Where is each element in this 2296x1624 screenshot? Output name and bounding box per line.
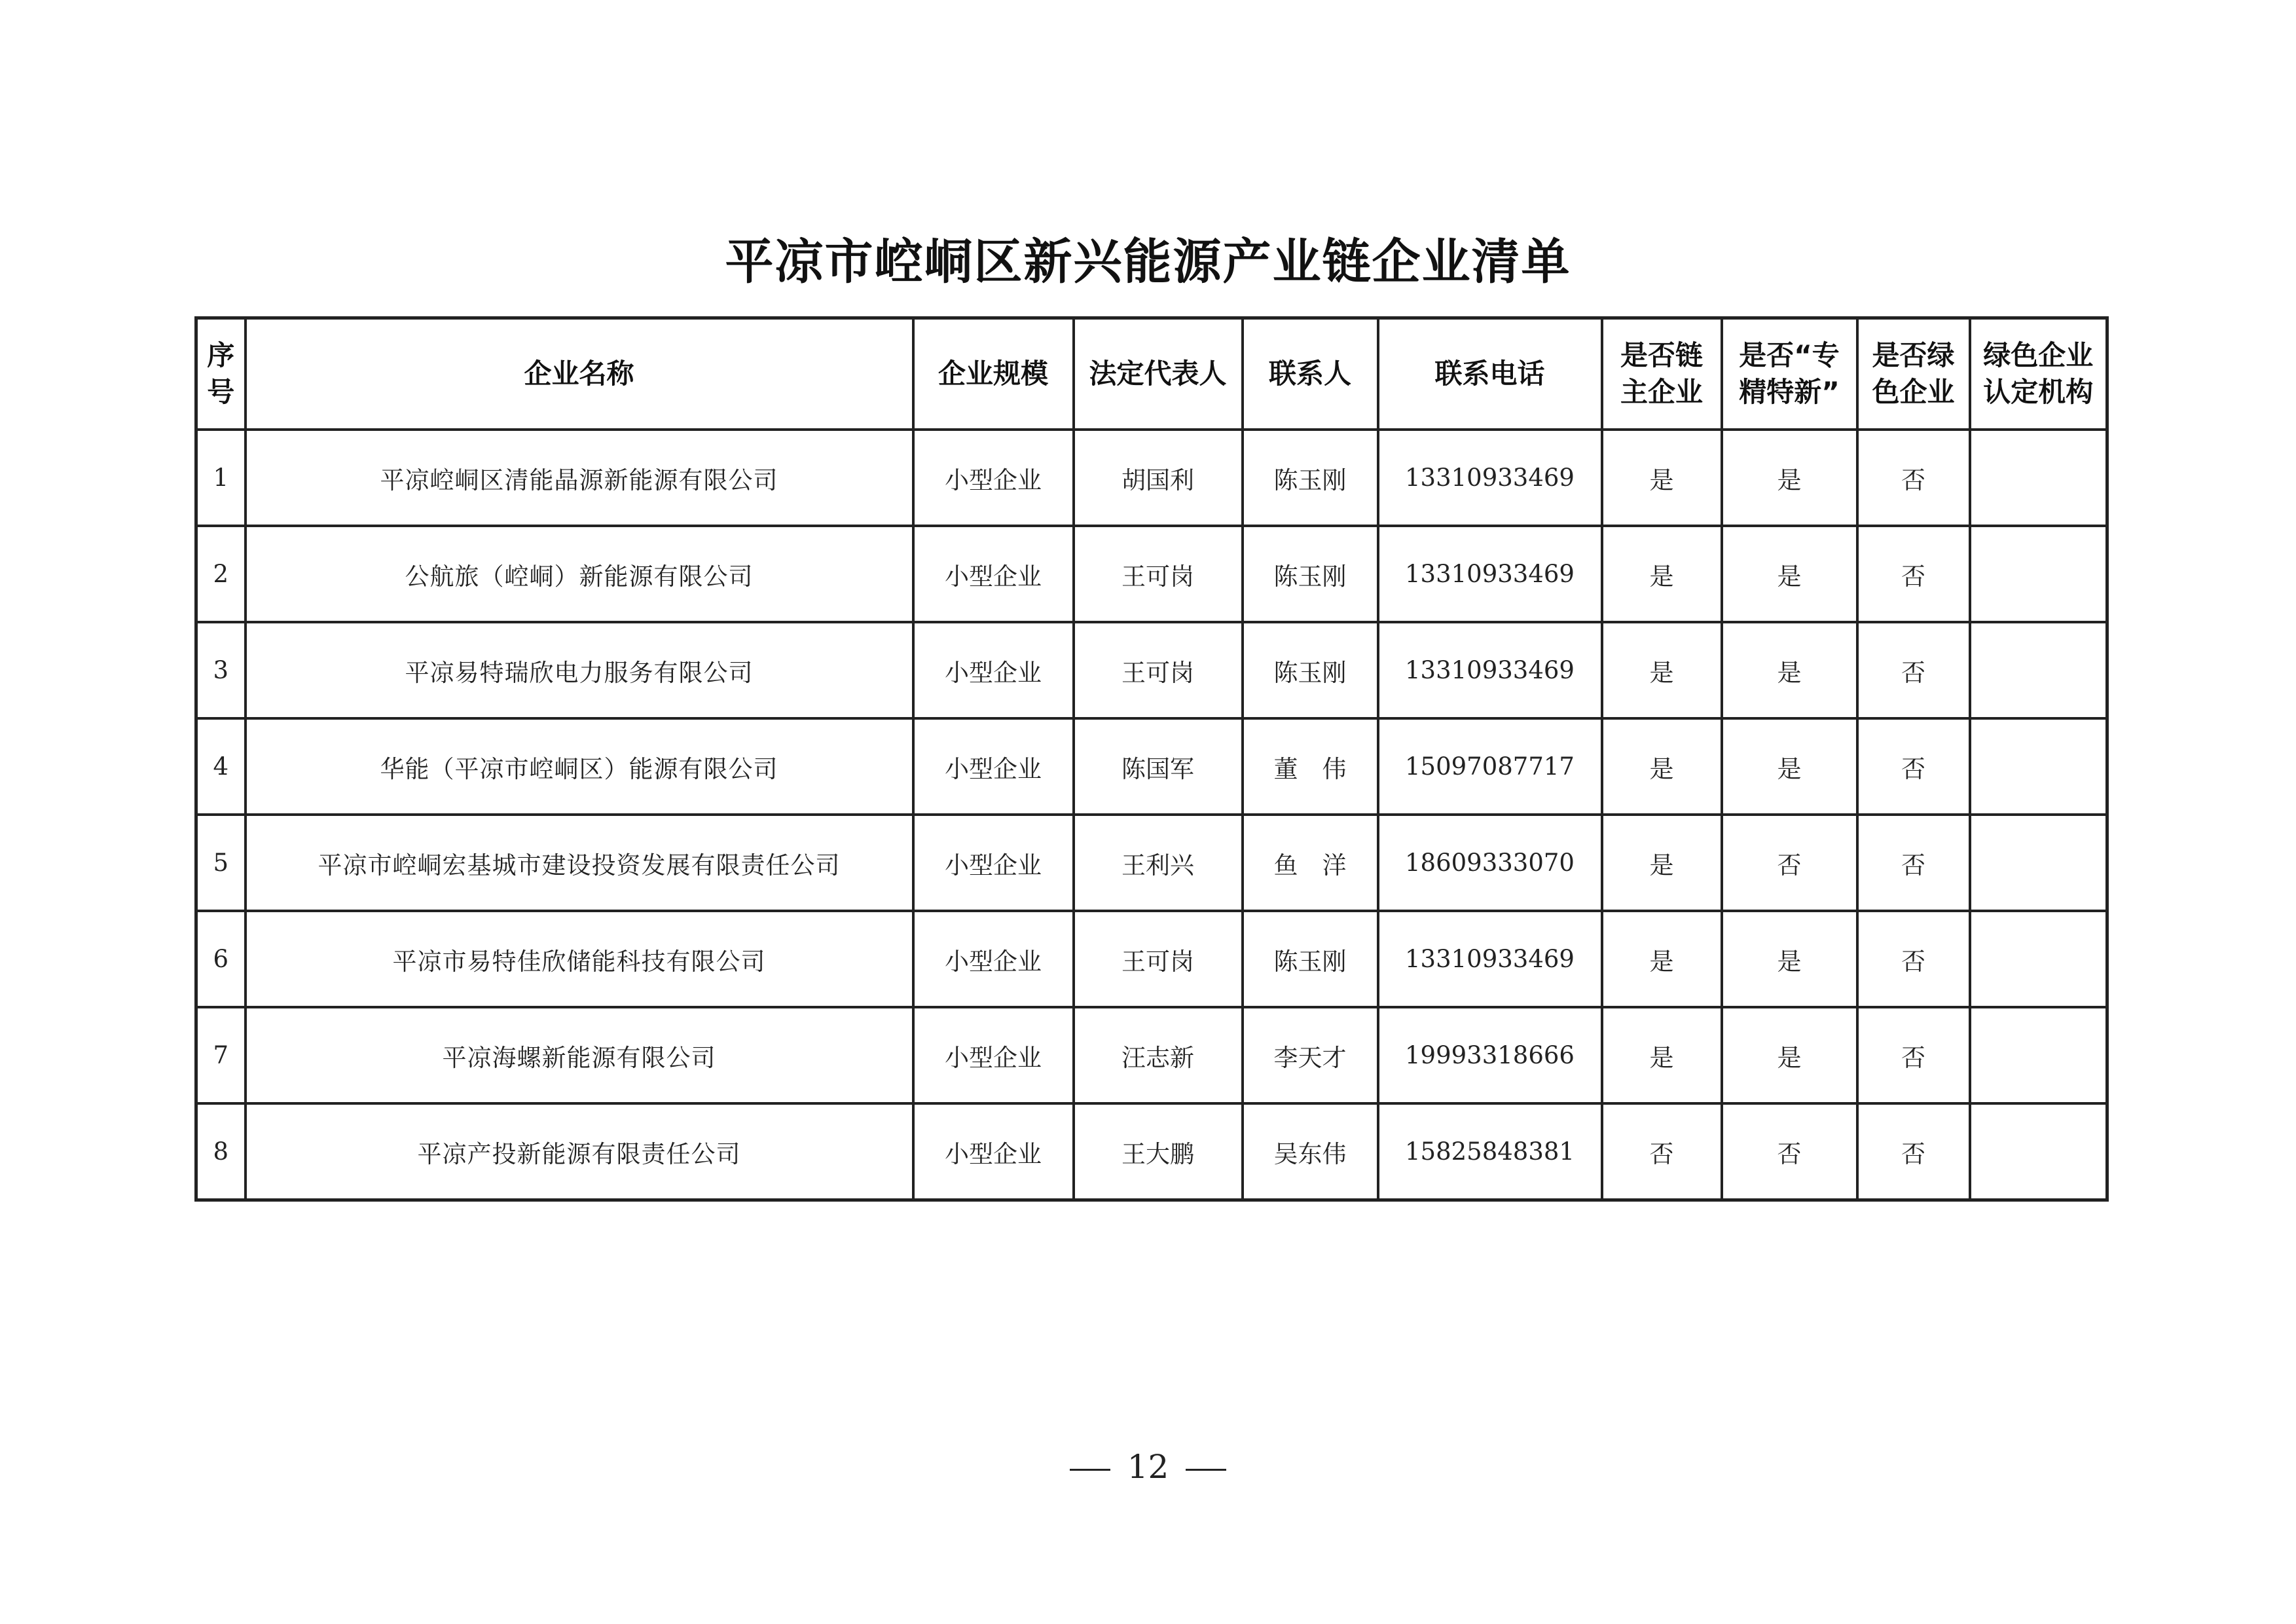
cell-legal-rep: 王可岗: [1074, 526, 1243, 622]
header-scale-label: 企业规模: [938, 358, 1048, 390]
header-green-agency-label: 绿色企业 认定机构: [1983, 339, 2094, 408]
cell-green-agency: [1970, 1007, 2107, 1103]
cell-legal-rep: 王大鹏: [1074, 1103, 1243, 1200]
cell-chain-leader: 是: [1602, 526, 1722, 622]
cell-green-agency: [1970, 526, 2107, 622]
cell-scale: 小型企业: [913, 430, 1074, 526]
cell-seq: 6: [196, 911, 246, 1007]
cell-seq: 2: [196, 526, 246, 622]
cell-green: 否: [1857, 622, 1970, 718]
cell-phone: 15825848381: [1378, 1103, 1602, 1200]
cell-green-agency: [1970, 911, 2107, 1007]
cell-specialized: 是: [1722, 430, 1857, 526]
table-row: [196, 526, 2107, 622]
cell-contact: 董 伟: [1243, 718, 1378, 815]
cell-contact: 吴东伟: [1243, 1103, 1378, 1200]
cell-company-name: 平凉市崆峒宏基城市建设投资发展有限责任公司: [246, 815, 913, 911]
cell-phone: 13310933469: [1378, 526, 1602, 622]
cell-contact: 陈玉刚: [1243, 430, 1378, 526]
table-row: [196, 1007, 2107, 1103]
header-chain-leader: [1602, 318, 1722, 430]
cell-green-agency: [1970, 1103, 2107, 1200]
header-row: [196, 318, 2107, 430]
cell-phone: 18609333070: [1378, 815, 1602, 911]
cell-phone: 13310933469: [1378, 622, 1602, 718]
cell-phone: 15097087717: [1378, 718, 1602, 815]
cell-green: 否: [1857, 1007, 1970, 1103]
cell-green: 否: [1857, 911, 1970, 1007]
cell-specialized: 是: [1722, 526, 1857, 622]
cell-chain-leader: 是: [1602, 911, 1722, 1007]
cell-legal-rep: 王利兴: [1074, 815, 1243, 911]
header-green-agency: [1970, 318, 2107, 430]
cell-specialized: 否: [1722, 815, 1857, 911]
cell-company-name: 华能（平凉市崆峒区）能源有限公司: [246, 718, 913, 815]
cell-contact: 陈玉刚: [1243, 622, 1378, 718]
header-phone: [1378, 318, 1602, 430]
cell-legal-rep: 汪志新: [1074, 1007, 1243, 1103]
table-row: [196, 622, 2107, 718]
table-row: [196, 911, 2107, 1007]
table-header: [196, 318, 2107, 430]
cell-green: 否: [1857, 430, 1970, 526]
cell-legal-rep: 王可岗: [1074, 911, 1243, 1007]
cell-seq: 5: [196, 815, 246, 911]
header-specialized: [1722, 318, 1857, 430]
cell-company-name: 平凉易特瑞欣电力服务有限公司: [246, 622, 913, 718]
cell-company-name: 平凉崆峒区清能晶源新能源有限公司: [246, 430, 913, 526]
cell-green: 否: [1857, 815, 1970, 911]
cell-company-name: 公航旅（崆峒）新能源有限公司: [246, 526, 913, 622]
cell-scale: 小型企业: [913, 911, 1074, 1007]
cell-green-agency: [1970, 815, 2107, 911]
cell-green: 否: [1857, 526, 1970, 622]
header-chain-leader-label: 是否链 主企业: [1620, 339, 1703, 408]
header-contact-label: 联系人: [1268, 358, 1351, 390]
cell-scale: 小型企业: [913, 1007, 1074, 1103]
cell-phone: 13310933469: [1378, 911, 1602, 1007]
header-legal-rep-label: 法定代表人: [1089, 358, 1227, 390]
header-legal-rep: [1074, 318, 1243, 430]
cell-green-agency: [1970, 622, 2107, 718]
cell-company-name: 平凉市易特佳欣储能科技有限公司: [246, 911, 913, 1007]
header-green: [1857, 318, 1970, 430]
cell-green: 否: [1857, 1103, 1970, 1200]
cell-scale: 小型企业: [913, 526, 1074, 622]
cell-contact: 李天才: [1243, 1007, 1378, 1103]
cell-specialized: 是: [1722, 911, 1857, 1007]
company-list-table: [194, 316, 2109, 1202]
cell-seq: 1: [196, 430, 246, 526]
header-name-label: 企业名称: [524, 358, 634, 390]
page-title: 平凉市崆峒区新兴能源产业链企业清单: [725, 234, 1571, 290]
cell-chain-leader: 是: [1602, 430, 1722, 526]
header-specialized-label: 是否“专 精特新”: [1739, 339, 1840, 408]
cell-company-name: 平凉海螺新能源有限公司: [246, 1007, 913, 1103]
cell-scale: 小型企业: [913, 1103, 1074, 1200]
header-name: [246, 318, 913, 430]
table-body: [196, 430, 2107, 1200]
cell-chain-leader: 是: [1602, 815, 1722, 911]
cell-chain-leader: 是: [1602, 718, 1722, 815]
header-seq-label: 序 号: [207, 339, 235, 408]
right-dash-divider: [1186, 1469, 1226, 1471]
cell-scale: 小型企业: [913, 718, 1074, 815]
header-contact: [1243, 318, 1378, 430]
left-dash-divider: [1070, 1469, 1110, 1471]
header-phone-label: 联系电话: [1434, 358, 1545, 390]
cell-chain-leader: 是: [1602, 622, 1722, 718]
cell-seq: 4: [196, 718, 246, 815]
table-row: [196, 430, 2107, 526]
cell-company-name: 平凉产投新能源有限责任公司: [246, 1103, 913, 1200]
cell-legal-rep: 陈国军: [1074, 718, 1243, 815]
header-seq: [196, 318, 246, 430]
cell-contact: 鱼 洋: [1243, 815, 1378, 911]
cell-chain-leader: 否: [1602, 1103, 1722, 1200]
cell-legal-rep: 胡国利: [1074, 430, 1243, 526]
table-row: [196, 815, 2107, 911]
table-row: [196, 718, 2107, 815]
cell-chain-leader: 是: [1602, 1007, 1722, 1103]
cell-specialized: 是: [1722, 622, 1857, 718]
page-number-footer: [0, 1441, 2296, 1493]
cell-scale: 小型企业: [913, 815, 1074, 911]
table-row: [196, 1103, 2107, 1200]
cell-phone: 13310933469: [1378, 430, 1602, 526]
cell-seq: 3: [196, 622, 246, 718]
cell-green-agency: [1970, 430, 2107, 526]
cell-green-agency: [1970, 718, 2107, 815]
cell-seq: 8: [196, 1103, 246, 1200]
page-number: 12: [1127, 1448, 1169, 1486]
cell-specialized: 是: [1722, 718, 1857, 815]
cell-contact: 陈玉刚: [1243, 911, 1378, 1007]
cell-contact: 陈玉刚: [1243, 526, 1378, 622]
cell-specialized: 否: [1722, 1103, 1857, 1200]
cell-green: 否: [1857, 718, 1970, 815]
cell-specialized: 是: [1722, 1007, 1857, 1103]
cell-phone: 19993318666: [1378, 1007, 1602, 1103]
header-green-label: 是否绿 色企业: [1872, 339, 1955, 408]
cell-legal-rep: 王可岗: [1074, 622, 1243, 718]
cell-scale: 小型企业: [913, 622, 1074, 718]
header-scale: [913, 318, 1074, 430]
cell-seq: 7: [196, 1007, 246, 1103]
